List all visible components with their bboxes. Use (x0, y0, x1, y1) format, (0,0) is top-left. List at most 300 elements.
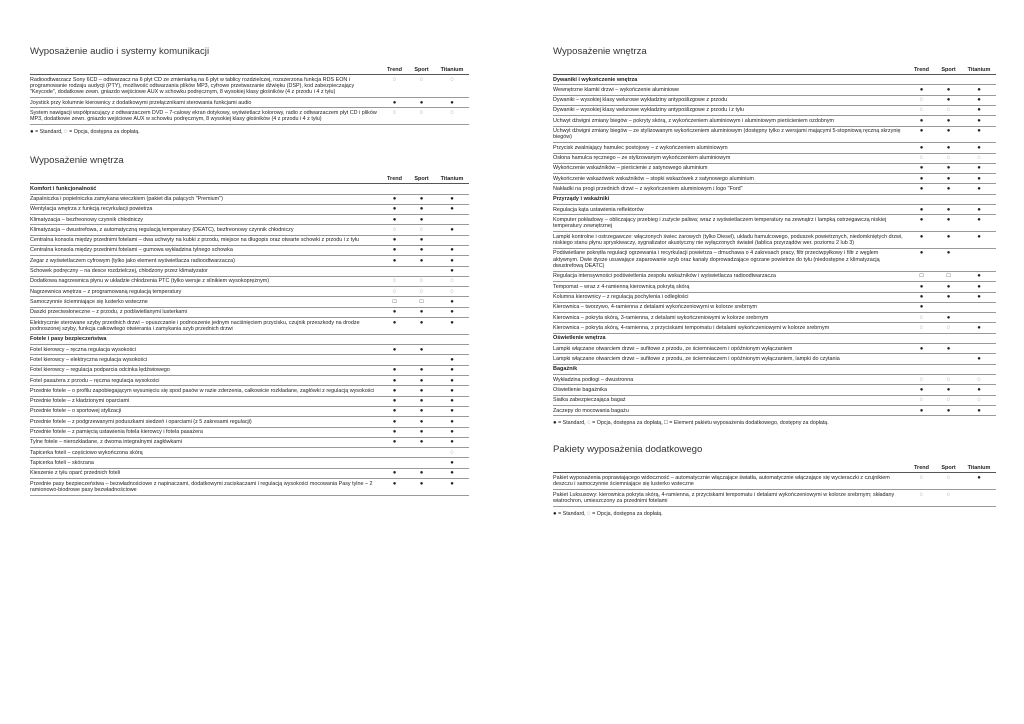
option-symbol: ◌ (919, 397, 924, 404)
option-symbol: ◌ (587, 420, 591, 427)
option-symbol: ◌ (919, 314, 924, 321)
standard-symbol: ● (450, 387, 454, 394)
feature-text: Przednie fotele – z kładzionymi oparciami (30, 398, 130, 405)
legend-text: = Opcja, dostępna za dopłatą. (67, 129, 140, 136)
legend-text: = Opcja, dostępna za dopłatą, (590, 420, 665, 427)
feature-text: Tempomat – wraz z 4-ramienną kierownicą pokrytą skórą (553, 283, 690, 290)
pack-symbol: □ (419, 298, 424, 305)
feature-text: Przednie fotele – z podgrzewanymi poduszkami siedzeń i oparciami (z 5 zakresami regulacji) (30, 418, 252, 425)
feature-text: Pakiet wyposażenia poprawiającego widoczność – automatycznie włączające światła, automatycznie włączające się wycieraczki z czujnikiem deszczu i samoczynnie ściemniające się lusterko wsteczne (553, 474, 890, 488)
table-row (30, 448, 469, 458)
feature-text: Nagrzewnica wnętrza – z programowaną regulacją temperatury (30, 288, 182, 295)
standard-symbol: ● (392, 387, 397, 394)
feature-text: Radioodtwarzacz Sony 6CD – odtwarzacz na 6 płyt CD ze zmieniarką na 6 płyt w tablicy rozdzielczej, rozszerzona funkcja RDS EON i programowanie rodzaju audycji (PTY), możliwość odtwarzania plików MP3, cyfrowe przetwarzanie dźwięku (DSP), kod zabezpieczający "Keycode", dodatkowe zewn. gniazdo wejściowe AUX w schowku podręcznym, 8 wysokiej klasy głośników (4 z przodu i 4 z tyłu) (30, 76, 355, 96)
feature-text: Centralna konsola między przednimi fotelami – gumowa wykładzina tylnego schowka (30, 247, 233, 254)
pack-symbol: □ (946, 273, 951, 280)
feature-text: Kierownica – pokryta skórą, 4-ramienna, z przyciskami tempomatu i detalami wykończeniowymi w kolorze srebrnym (553, 324, 830, 331)
standard-symbol: ● (392, 398, 397, 405)
standard-symbol: ● (450, 377, 454, 384)
standard-symbol: ● (977, 128, 981, 135)
feature-text: Daszki przeciwsłoneczne – z przodu, z podświetlanymi lusterkami (30, 309, 187, 316)
table-row (553, 323, 996, 333)
standard-symbol: ● (450, 319, 454, 326)
packs-section-title: Pakiety wyposażenia dodatkowego (553, 444, 703, 456)
standard-symbol: ● (919, 175, 924, 182)
col-trend: Trend (387, 176, 402, 183)
standard-symbol: ● (450, 408, 454, 415)
standard-symbol: ● (392, 480, 397, 487)
standard-symbol: ● (419, 429, 424, 436)
standard-symbol: ● (392, 309, 397, 316)
table-row (30, 345, 469, 355)
feature-text: Schowek podręczny – na desce rozdzielczej, chłodzony przez klimatyzator (30, 268, 208, 275)
table-row (30, 287, 469, 297)
option-symbol: ◌ (919, 155, 924, 162)
standard-symbol: ● (553, 510, 557, 517)
feature-text: Fotel pasażera z przodu – ręczna regulacja wysokości (30, 377, 160, 384)
col-sport: Sport (414, 176, 429, 183)
standard-symbol: ● (946, 86, 951, 93)
table-row (553, 205, 996, 215)
option-symbol: ◌ (450, 449, 454, 456)
interior-col-headers-left (30, 176, 469, 183)
feature-text: Tylne fotele – nierozkładane, z dwoma integralnymi zagłówkami (30, 439, 182, 446)
feature-text: Uchwyt dźwigni zmiany biegów – ze stylizowanym wykończeniem aluminiowym (dostępny tylko z wersjami mającymi 5-stopniową ręczną skrzynię biegów) (553, 128, 901, 141)
standard-symbol: ● (392, 257, 397, 264)
standard-symbol: ● (919, 294, 924, 301)
standard-symbol: ● (919, 250, 924, 257)
table-row (553, 174, 996, 184)
standard-symbol: ● (419, 196, 424, 202)
option-symbol: ◌ (919, 97, 924, 104)
table-row (30, 469, 469, 479)
option-symbol: ◌ (946, 324, 951, 331)
standard-symbol: ● (977, 474, 981, 481)
feature-text: Wykończenie wskazówek wskaźników – stopki wskazówek z satynowego aluminium (553, 175, 754, 182)
option-symbol: ◌ (450, 109, 454, 116)
table-row (553, 375, 996, 385)
option-symbol: ◌ (392, 226, 397, 233)
col-titanium: Titanium (967, 465, 991, 472)
table-row (553, 85, 996, 95)
standard-symbol: ● (450, 247, 454, 254)
table-row (30, 458, 469, 468)
standard-symbol: ● (392, 470, 397, 477)
table-row (553, 396, 996, 406)
standard-symbol: ● (419, 377, 424, 384)
audio-legend (30, 129, 469, 135)
option-symbol: ◌ (946, 491, 951, 498)
standard-symbol: ● (946, 233, 951, 240)
table-row (553, 154, 996, 164)
standard-symbol: ● (392, 439, 397, 446)
pack-symbol: □ (919, 273, 924, 280)
feature-text: Elektrycznie sterowane szyby przednich drzwi – opuszczanie i podnoszenie jednym naciśnięciem przycisku, czujnik przeszkody na drodze podnoszonej szyby, funkcja całkowitego otwierania i zamykania szyb przednich drzwi (30, 319, 360, 332)
col-trend: Trend (387, 67, 402, 73)
legend-text: = Standard, (556, 510, 588, 517)
legend-text: = Standard, (33, 129, 65, 136)
standard-symbol: ● (977, 294, 981, 301)
option-symbol: ◌ (392, 109, 397, 116)
standard-symbol: ● (392, 377, 397, 384)
interior-section-title-right: Wyposażenie wnętrza (553, 46, 647, 57)
standard-symbol: ● (977, 283, 981, 290)
feature-text: Oświetlenie bagażnika (553, 386, 607, 393)
standard-symbol: ● (977, 216, 981, 223)
standard-symbol: ● (946, 144, 951, 151)
option-symbol: ◌ (919, 324, 924, 331)
feature-text: Dodatkowa nagrzewnica płynu w układzie chłodzenia PTC (tylko wersje z silnikiem wysokoprężnym) (30, 278, 270, 285)
option-symbol: ◌ (946, 397, 951, 404)
standard-symbol: ● (450, 459, 454, 466)
feature-text: Wewnętrzne klamki drzwi – wykończenie aluminiowe (553, 86, 680, 93)
table-row (553, 184, 996, 194)
standard-symbol: ● (946, 206, 951, 213)
interior-col-headers-right (553, 67, 996, 74)
standard-symbol: ● (977, 355, 981, 362)
standard-symbol: ● (919, 165, 924, 172)
audio-col-headers (30, 67, 469, 74)
pack-symbol: □ (664, 420, 668, 427)
standard-symbol: ● (419, 367, 424, 374)
feature-text: Przycisk zwalniający hamulec postojowy – z wykończeniem aluminiowym (553, 144, 728, 151)
standard-symbol: ● (919, 86, 924, 93)
standard-symbol: ● (977, 407, 981, 414)
standard-symbol: ● (946, 165, 951, 172)
table-row (30, 397, 469, 407)
standard-symbol: ● (919, 117, 924, 124)
table-row (30, 225, 469, 235)
table-row (30, 277, 469, 287)
feature-text: Przednie fotele – o sportowej stylizacji (30, 408, 122, 415)
standard-symbol: ● (946, 294, 951, 301)
legend-text: = Standard, (556, 420, 588, 427)
feature-text: Przednie fotele – z pamięcią ustawienia fotela kierowcy i fotela pasażera (30, 429, 203, 436)
standard-symbol: ● (919, 216, 924, 223)
interior-table-left (30, 183, 469, 496)
legend-text: = Opcja, dostępna za dopłatą. (590, 510, 663, 517)
standard-symbol: ● (946, 345, 951, 352)
option-symbol: ◌ (977, 397, 981, 404)
col-trend: Trend (914, 67, 929, 73)
standard-symbol: ● (450, 480, 454, 487)
standard-symbol: ● (419, 418, 424, 425)
legend-text: = Element pakietu wyposażenia dodatkowego, dostępny za dopłatą. (667, 420, 829, 427)
table-row (553, 282, 996, 292)
feature-text: Podświetlane pokrętła regulacji ogrzewania i recyrkulacji powietrza – dmuchawa o 4 zakresach pracy, filtr przeciwpyłkowy i filtr z węglem aktywnym. Dwie dysze usuwające zaparowanie szyb oraz kanały doprowadzające ogrzane powietrze do tyłu (niedostępne z klimatyzacją dwustrefową DEATC) (553, 250, 880, 270)
table-row (30, 386, 469, 396)
standard-symbol: ● (419, 439, 424, 446)
option-symbol: ◌ (919, 491, 924, 498)
feature-text: Przednie pasy bezpieczeństwa – bezwładnościowe z napinaczami, dodatkowymi zaciskaczami i regulacją wysokości mocowania Pasy tylne – 2 ramionowo-biodrowe pasy bezwładnościowe (30, 480, 373, 493)
standard-symbol: ● (392, 429, 397, 436)
standard-symbol: ● (946, 314, 951, 321)
standard-symbol: ● (919, 386, 924, 393)
standard-symbol: ● (450, 356, 454, 363)
feature-text: Fotel kierowcy – elektryczna regulacja wysokości (30, 356, 148, 363)
standard-symbol: ● (450, 257, 454, 264)
standard-symbol: ● (450, 298, 454, 305)
feature-text: Kierownica – pokryta skórą, 3-ramienna, z detalami wykończeniowymi w kolorze srebrnym (553, 314, 769, 321)
col-sport: Sport (941, 465, 956, 472)
option-symbol: ◌ (392, 288, 397, 295)
standard-symbol: ● (946, 216, 951, 223)
table-row (553, 164, 996, 174)
col-trend: Trend (914, 465, 929, 472)
packs-legend (553, 511, 996, 517)
table-row (553, 127, 996, 144)
feature-text: Dywaniki – wysokiej klasy welurowe wykładziny antypoślizgowe z przodu i z tyłu (553, 107, 744, 114)
standard-symbol: ● (946, 175, 951, 182)
standard-symbol: ● (977, 97, 981, 104)
left-column (30, 46, 469, 496)
feature-text: Pakiet Luksusowy: kierownica pokryta skórą, 4-ramienna, z przyciskami tempomatu i detalami wykończeniowymi w kolorze srebrnym; składany wiatrochron, umieszczony za przednimi fotelami (553, 491, 895, 504)
option-symbol: ◌ (419, 288, 424, 295)
feature-text: Samoczynnie ściemniające się lusterko wsteczne (30, 298, 148, 305)
table-row (30, 479, 469, 496)
feature-text: Klimatyzacja – bezfreonowy czynnik chłodniczy (30, 216, 143, 223)
option-symbol: ◌ (450, 288, 454, 295)
table-row (30, 428, 469, 438)
table-row (30, 355, 469, 365)
table-row (30, 98, 469, 108)
interior-legend (553, 420, 996, 426)
standard-symbol: ● (419, 257, 424, 264)
standard-symbol: ● (977, 107, 981, 114)
right-column (553, 46, 996, 517)
standard-symbol: ● (977, 144, 981, 151)
table-row (30, 256, 469, 266)
standard-symbol: ● (450, 99, 454, 106)
standard-symbol: ● (946, 185, 951, 192)
feature-text: Zaczepy do mocowania bagażu (553, 407, 629, 414)
option-symbol: ◌ (587, 510, 591, 517)
option-symbol: ◌ (977, 376, 981, 383)
group-heading: Dywaniki i wykończenie wnętrza (553, 75, 996, 85)
standard-symbol: ● (392, 418, 397, 425)
table-row (553, 143, 996, 153)
pack-symbol: □ (392, 298, 397, 305)
standard-symbol: ● (450, 309, 454, 316)
feature-text: Lampki kontrolne i ostrzegawcze: włączonych świec żarowych (tylko Diesel), układu hamulcowego, poduszek powietrznych, niedomkniętych drzwi, niskiego stanu płynu spryskiwaczy, sygnalizator akustyczny nie wyłączonych świateł (tablica przyrządów wer. poziomu 2 lub 3) (553, 233, 903, 247)
table-row (553, 232, 996, 249)
feature-text: Kieszenie z tyłu oparć przednich foteli (30, 470, 121, 477)
feature-text: Przednie fotele – o profilu zapobiegającym wysunięciu się spod pasów w razie zderzenia, całkowicie rozkładane, zagłówki z regulacją wysokości (30, 387, 375, 394)
feature-text: Regulacja intensywności podświetlenia zespołu wskaźników i wyświetlacza radioodtwarzacza (553, 273, 776, 280)
table-row (553, 354, 996, 364)
table-row (30, 215, 469, 225)
standard-symbol: ● (553, 420, 557, 427)
group-heading: Fotele i pasy bezpieczeństwa (30, 335, 469, 345)
option-symbol: ◌ (392, 278, 397, 285)
feature-text: Centralna konsola między przednimi fotelami – dwa uchwyty na kubki z przodu, miejsce na długopis oraz otwarte schowki z przodu i z tyłu (30, 237, 359, 244)
standard-symbol: ● (450, 196, 454, 202)
option-symbol: ◌ (946, 474, 951, 481)
interior-section-title-left: Wyposażenie wnętrza (30, 155, 124, 167)
feature-text: Wykończenie wskaźników – pierścienie z satynowego aluminium (553, 165, 708, 172)
standard-symbol: ● (946, 407, 951, 414)
feature-text: Lampki włączane otwarciem drzwi – sufitowe z przodu, ze ściemniaczem i opóźnionym wyłączaniem (553, 345, 793, 352)
table-row (553, 313, 996, 323)
table-row (553, 344, 996, 354)
standard-symbol: ● (392, 346, 397, 353)
standard-symbol: ● (419, 408, 424, 415)
packs-table (553, 472, 996, 506)
standard-symbol: ● (450, 206, 454, 213)
audio-section-title: Wyposażenie audio i systemy komunikacji (30, 46, 210, 57)
feature-text: Komputer pokładowy – obliczający przebieg i zużycie paliwa; wraz z wyświetlaczem temperatury na zewnątrz i lampką ostrzegawczą niskiej temperatury zewnętrznej (553, 216, 887, 230)
option-symbol: ◌ (419, 278, 424, 285)
standard-symbol: ● (919, 345, 924, 352)
table-row (553, 303, 996, 313)
standard-symbol: ● (30, 129, 34, 136)
standard-symbol: ● (946, 250, 951, 257)
option-symbol: ◌ (392, 76, 397, 83)
option-symbol: ◌ (450, 76, 454, 83)
standard-symbol: ● (392, 237, 397, 244)
option-symbol: ◌ (946, 376, 951, 383)
feature-text: Joystick przy kolumnie kierownicy z dodatkowymi przełącznikami sterowania funkcjami audio (30, 99, 252, 106)
feature-text: Uchwyt dźwigni zmiany biegów – pokryty skórą, z wykończeniem aluminiowym i aluminiowym pierścieniem ozdobnym (553, 117, 835, 124)
packs-col-headers (553, 465, 996, 472)
standard-symbol: ● (946, 97, 951, 104)
standard-symbol: ● (419, 480, 424, 487)
standard-symbol: ● (419, 237, 424, 244)
feature-text: Siatka zabezpieczająca bagaż (553, 397, 626, 404)
table-row (553, 116, 996, 126)
option-symbol: ◌ (977, 155, 981, 162)
standard-symbol: ● (977, 86, 981, 93)
standard-symbol: ● (919, 185, 924, 192)
standard-symbol: ● (392, 206, 397, 213)
table-row (30, 417, 469, 427)
table-row (553, 406, 996, 416)
feature-text: Lampki włączane otwarciem drzwi – sufitowe z przodu, ze ściemniaczem i opóźnionym wyłączaniem, lampki do czytania (553, 355, 840, 362)
standard-symbol: ● (977, 165, 981, 172)
feature-text: Kierownica – tworzywo, 4-ramienna z detalami wykończeniowymi w kolorze srebrnym (553, 304, 758, 311)
table-row (553, 106, 996, 116)
table-row (553, 490, 996, 507)
standard-symbol: ● (919, 128, 924, 135)
standard-symbol: ● (392, 367, 397, 374)
feature-text: Osłona hamulca ręcznego – ze stylizowanym wykończeniem aluminiowym (553, 155, 731, 162)
standard-symbol: ● (946, 128, 951, 135)
standard-symbol: ● (977, 233, 981, 240)
group-heading: Komfort i funkcjonalność (30, 184, 469, 194)
standard-symbol: ● (392, 196, 397, 202)
table-row (30, 205, 469, 215)
standard-symbol: ● (392, 99, 397, 106)
standard-symbol: ● (450, 226, 454, 233)
option-symbol: ◌ (919, 474, 924, 481)
table-row (553, 385, 996, 395)
table-row (30, 246, 469, 256)
standard-symbol: ● (392, 408, 397, 415)
option-symbol: ◌ (919, 376, 924, 383)
standard-symbol: ● (946, 386, 951, 393)
feature-text: Zapalniczka i popielniczka zamykana wieczkiem (pakiet dla palących "Premium") (30, 196, 223, 202)
standard-symbol: ● (419, 387, 424, 394)
standard-symbol: ● (450, 439, 454, 446)
table-row (30, 366, 469, 376)
table-row (30, 236, 469, 246)
table-row (30, 318, 469, 335)
standard-symbol: ● (419, 319, 424, 326)
feature-text: Wentylacja wnętrza z funkcją recyrkulacji powietrza (30, 206, 153, 213)
standard-symbol: ● (450, 367, 454, 374)
standard-symbol: ● (977, 175, 981, 182)
standard-symbol: ● (450, 429, 454, 436)
table-row (30, 195, 469, 205)
table-row (30, 376, 469, 386)
audio-table (30, 74, 469, 125)
standard-symbol: ● (419, 206, 424, 213)
standard-symbol: ● (977, 206, 981, 213)
standard-symbol: ● (977, 117, 981, 124)
table-row (30, 267, 469, 277)
standard-symbol: ● (419, 309, 424, 316)
standard-symbol: ● (946, 283, 951, 290)
col-titanium: Titanium (967, 67, 991, 73)
feature-text: Nakładki na progi przednich drzwi – z wykończeniem aluminiowym i logo "Ford" (553, 185, 743, 192)
table-row (553, 293, 996, 303)
standard-symbol: ● (419, 398, 424, 405)
table-row (30, 438, 469, 448)
standard-symbol: ● (419, 99, 424, 106)
table-row (553, 215, 996, 232)
option-symbol: ◌ (946, 107, 951, 114)
feature-text: Regulacja kąta ustawienia reflektorów (553, 206, 644, 213)
standard-symbol: ● (977, 386, 981, 393)
standard-symbol: ● (419, 216, 424, 223)
standard-symbol: ● (419, 470, 424, 477)
col-titanium: Titanium (440, 67, 464, 73)
group-heading: Oświetlenie wnętrza (553, 334, 996, 344)
standard-symbol: ● (919, 233, 924, 240)
option-symbol: ◌ (64, 129, 68, 136)
standard-symbol: ● (919, 206, 924, 213)
standard-symbol: ● (419, 346, 424, 353)
table-row (553, 96, 996, 106)
standard-symbol: ● (919, 304, 924, 311)
standard-symbol: ● (392, 216, 397, 223)
option-symbol: ◌ (419, 76, 424, 83)
col-sport: Sport (414, 67, 429, 73)
option-symbol: ◌ (419, 226, 424, 233)
table-row (30, 297, 469, 307)
feature-text: Kolumna kierownicy – z regulacją pochylenia i odległości (553, 294, 689, 301)
standard-symbol: ● (450, 470, 454, 477)
standard-symbol: ● (919, 407, 924, 414)
standard-symbol: ● (419, 247, 424, 254)
feature-text: Klimatyzacja – dwustrefowa, z automatyczną regulacją temperatury (DEATC), bezfreonowy czynnik chłodniczy (30, 226, 294, 233)
feature-text: Dywaniki – wysokiej klasy welurowe wykładziny antypoślizgowe z przodu (553, 97, 728, 104)
group-heading: Przyrządy i wskaźniki (553, 195, 996, 205)
standard-symbol: ● (977, 324, 981, 331)
group-heading: Bagażnik (553, 365, 996, 375)
standard-symbol: ● (919, 144, 924, 151)
table-row (553, 272, 996, 282)
table-row (553, 473, 996, 490)
feature-text: System nawigacji współpracujący z odtwarzaczem DVD – 7-calowy ekran dotykowy, wyświetlacz kolorowy, radio z odtwarzaczem płyt CD i plików MP3, dodatkowe zewn. gniazdo wejściowe AUX w schowku podręcznym, 8 wysokiej klasy głośników (4 z przodu i 4 z tyłu) (30, 109, 377, 123)
option-symbol: ◌ (946, 155, 951, 162)
option-symbol: ◌ (419, 109, 424, 116)
option-symbol: ◌ (919, 107, 924, 114)
standard-symbol: ● (392, 319, 397, 326)
table-row (553, 249, 996, 272)
table-row (30, 308, 469, 318)
table-row (30, 108, 469, 125)
